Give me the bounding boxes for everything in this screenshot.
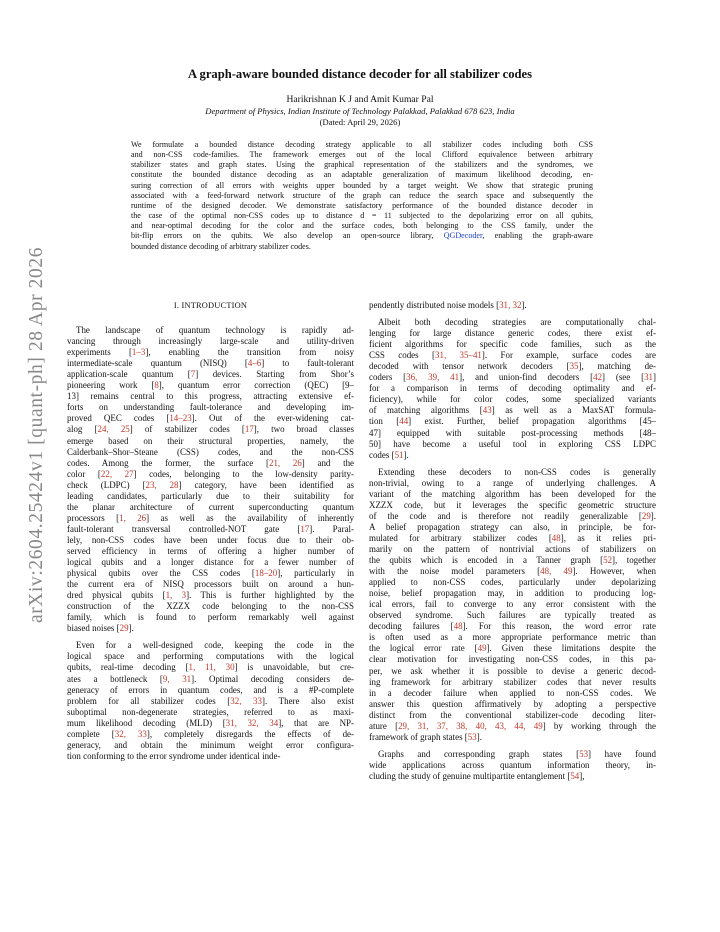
arxiv-identifier-margin	[22, 245, 52, 625]
citation[interactable]: 29	[641, 510, 651, 521]
text-line: for a comparison in terms of decoding optimality and ef-	[369, 383, 656, 394]
text-line: biased noises [29].	[67, 623, 134, 634]
citation[interactable]: 1, 11, 30	[188, 662, 235, 673]
text-line: marily on the pattern of nontrivial actions of stabilizers on	[369, 543, 656, 554]
citation[interactable]: 42	[593, 372, 603, 383]
text-line: coders [36, 39, 41], and union-find decoders [42] (see [31]	[369, 372, 656, 383]
right-column	[369, 300, 656, 782]
text-line: XZZX code, but it leverages the specific geometric structure	[369, 499, 656, 510]
citation[interactable]: 29, 31, 37, 38, 40, 43, 44, 49	[398, 720, 543, 731]
abstract-line: and near-optimal decoding for the color and the surface codes, both belonging to the CSS family, under the	[131, 221, 593, 231]
text-line: served efficiency in terms of offering a higher number of	[67, 545, 354, 556]
citation[interactable]: 53	[579, 748, 589, 759]
citation[interactable]: 31, 32	[499, 300, 522, 310]
citation[interactable]: 48	[551, 532, 561, 543]
paragraph	[369, 300, 656, 311]
citation[interactable]: 31	[644, 372, 654, 383]
text-line: with the noise model parameters [48, 49]. However, when	[369, 566, 656, 577]
text-line: experiments [1–3], enabling the transition from noisy	[67, 347, 354, 358]
citation[interactable]: 14–23	[169, 413, 192, 424]
abstract	[131, 140, 593, 252]
citation[interactable]: 18–20	[254, 568, 278, 579]
text-line: leading candidates, particularly due to their suitability for	[67, 490, 354, 501]
abstract-line: bounded distance decoding of arbitrary stabilizer codes.	[131, 241, 311, 251]
abstract-line: suring correction of all errors with weights upper bounded by a target weight. We show that strategic pruning	[131, 180, 593, 190]
citation[interactable]: 53	[467, 731, 477, 742]
text-line: the planar architecture of current superconducting quantum	[67, 501, 354, 512]
text-line: ing framework for arbitrary stabilizer codes that never results	[369, 676, 656, 687]
arxiv-identifier[interactable]: arXiv:2604.25424v1 [quant-ph] 28 Apr 2026	[26, 246, 47, 624]
citation[interactable]: 35	[569, 361, 579, 372]
text-line: generacy of errors in quantum codes, and is a #P-complete	[67, 684, 354, 695]
text-line: observed syndrome. Such failures are typically treated as	[369, 610, 656, 621]
section-heading-introduction: I. INTRODUCTION	[173, 301, 248, 310]
text-line: distinct from the conventional stabilizer-code decoding liter-	[369, 709, 656, 720]
abstract-line: the case of the optimal non-CSS codes up to distance d = 11 subjected to the depolarizing error on all qubits,	[131, 211, 593, 221]
citation[interactable]: 7	[190, 369, 196, 380]
citation[interactable]: 32, 33	[230, 695, 262, 706]
text-line: framework of graph states [53].	[369, 731, 482, 742]
abstract-line: stabilizer states and graph states. Using the graphical representation of the stabilizers and the syndromes, we	[131, 160, 593, 170]
text-line: cluding the study of genuine multipartite entanglement [54],	[369, 770, 585, 781]
text-line: wide applications across quantum information theory, in-	[369, 759, 656, 770]
library-link[interactable]: QGDecoder	[443, 231, 483, 241]
paragraph	[67, 640, 354, 762]
citation[interactable]: 1, 3	[165, 590, 187, 601]
text-line: ature [29, 31, 37, 38, 40, 43, 44, 49] by working through the	[369, 720, 656, 731]
citation[interactable]: 48	[453, 621, 463, 632]
citation[interactable]: 29	[119, 623, 129, 634]
text-line: per, we ask whether it is possible to devise a generic decod-	[369, 665, 656, 676]
text-line: A belief propagation strategy can also, in principle, be for-	[369, 521, 656, 532]
affiliation: Department of Physics, Indian Institute of Technology Palakkad, Palakkad 678 623, India	[205, 106, 515, 116]
text-line: tion conforming to the error syndrome under identical inde-	[67, 750, 281, 761]
text-line: complete [32, 33], completely disregards the effects of de-	[67, 728, 354, 739]
text-line: in a decoder failure when applied to non-CSS codes. We	[369, 687, 656, 698]
date-line: (Dated: April 29, 2026)	[319, 117, 401, 127]
citation[interactable]: 9, 31	[162, 673, 192, 684]
paragraph	[369, 317, 656, 461]
text-line: alog [24, 25] of stabilizer codes [17], two broad classes	[67, 424, 354, 435]
abstract-line: associated with a feed-forward network structure of the graph can reduce the search space and subsequently the	[131, 190, 593, 200]
abstract-line: runtime of the designed decoder. We demonstrate satisfactory performance of the bounded distance decoder in	[131, 200, 593, 210]
citation[interactable]: 24, 25	[97, 424, 130, 435]
text-line: decoded with tensor network decoders [35], matching de-	[369, 361, 656, 372]
text-line: pendently distributed noise models [31, 32].	[369, 300, 527, 310]
text-line: ical errors, fail to converge to any error consistent with the	[369, 599, 656, 610]
text-line: forts on understanding fault-tolerance and developing im-	[67, 402, 354, 413]
text-line: lenging for large distance generic codes, there exist ef-	[369, 328, 656, 339]
citation[interactable]: 44	[399, 416, 409, 427]
citation[interactable]: 48, 49	[540, 566, 573, 577]
text-line: answer this question affirmatively by adopting a perspective	[369, 698, 656, 709]
citation[interactable]: 23, 28	[145, 479, 179, 490]
text-line: pioneering work [8], quantum error correction (QEC) [9–	[67, 380, 354, 391]
text-line: 47] equipped with suitable post-processing methods [48–	[369, 427, 656, 438]
citation[interactable]: 1, 26	[119, 512, 147, 523]
text-line: 50] have become a useful tool in exploring CSS LDPC	[369, 438, 656, 449]
text-line: vancing through increasingly large-scale and utility-driven	[67, 336, 354, 347]
text-line: the current era of NISQ processors built on around a hun-	[67, 579, 354, 590]
text-line: logical space and performing computations with the logical	[67, 651, 354, 662]
text-line: tion [44] exist. Further, belief propagation algorithms [45–	[369, 416, 656, 427]
text-line: ficiency), while for color codes, some specialized variants	[369, 394, 656, 405]
citation[interactable]: 36, 39, 41	[406, 372, 460, 383]
text-line: color [22, 27] codes, belonging to the low-density parity-	[67, 468, 354, 479]
citation[interactable]: 52	[603, 555, 613, 566]
abstract-line: constitute the bounded distance decoding as an adaptable generalization of maximum likelihood decoding, en-	[131, 170, 593, 180]
text-line: emerge based on their structural properties, namely, the	[67, 435, 354, 446]
citation[interactable]: 22, 27	[100, 468, 134, 479]
citation[interactable]: 1–3	[131, 347, 146, 358]
text-line: non-trivial, owing to a range of underlying challenges. A	[369, 477, 656, 488]
abstract-line: bit-flip errors on the qubits. We also develop an open-source library, QGDecoder, enabling the graph-aware	[131, 231, 593, 241]
text-line: qubits, real-time decoding [1, 11, 30] is unavoidable, but cre-	[67, 662, 354, 673]
paper-title: A graph-aware bounded distance decoder for all stabilizer codes	[188, 67, 532, 81]
paragraph	[369, 749, 656, 782]
citation[interactable]: 49	[477, 643, 487, 654]
left-column	[67, 296, 354, 762]
text-line: Even for a well-designed code, keeping the code in the	[76, 640, 354, 651]
text-line: Extending these decoders to non-CSS codes is generally	[378, 466, 656, 477]
citation[interactable]: 31, 35–41	[435, 350, 482, 361]
citation[interactable]: 54	[570, 770, 580, 781]
text-line: processors [1, 26] as well as the availability of inherently	[67, 512, 354, 523]
text-line: codes. Among the former, the surface [21, 26] and the	[67, 457, 354, 468]
text-line: Calderbank–Shor–Steane (CSS) codes, and the non-CSS	[67, 446, 354, 457]
citation[interactable]: 51	[394, 449, 404, 460]
text-line: physical qubits over the CSS codes [18–20], particularly in	[67, 568, 354, 579]
text-line: family, which is found to perform remarkably well against	[67, 612, 354, 623]
abstract-line: We formulate a bounded distance decoding strategy applicable to all stabilizer codes including both CSS	[131, 140, 593, 149]
text-line: of matching algorithms [43] as well as a MaxSAT formula-	[369, 405, 656, 416]
text-line: check (LDPC) [23, 28] category, have been identified as	[67, 479, 354, 490]
text-line: proved QEC codes [14–23]. Out of the ever-widening cat-	[67, 413, 354, 424]
citation[interactable]: 4–6	[247, 358, 262, 369]
text-line: mum likelihood decoding (MLD) [31, 32, 34], that are NP-	[67, 717, 354, 728]
text-line: clear motivation for investigating non-CSS codes, in this pa-	[369, 654, 656, 665]
text-line: applied to non-CSS codes, particularly under depolarizing	[369, 577, 656, 588]
text-line: codes [51].	[369, 449, 409, 460]
text-line: application-scale quantum [7] devices. Starting from Shor’s	[67, 369, 354, 380]
paragraph	[369, 467, 656, 743]
text-line: the qubits which is encoded in a Tanner graph [52], together	[369, 555, 656, 566]
text-line: intermediate-scale quantum (NISQ) [4–6] to fault-tolerant	[67, 358, 354, 369]
text-line: dred physical qubits [1, 3]. This is further highlighted by the	[67, 590, 354, 601]
text-line: generacy, and obtain the minimum weight error configura-	[67, 739, 354, 750]
text-line: lely, non-CSS codes have been under focus due to their ob-	[67, 534, 354, 545]
abstract-line: and non-CSS code-families. The framework emerges out of the local Clifford equivalence between arbitrary	[131, 150, 593, 160]
text-line: decoding failures [48]. For this reason, the word error rate	[369, 621, 656, 632]
author-list: Harikrishnan K J and Amit Kumar Pal	[286, 94, 434, 105]
text-line: suboptimal non-degenerate strategies, referred to as maxi-	[67, 706, 354, 717]
text-line: 13] remains central to this progress, attracting extensive ef-	[67, 391, 354, 402]
text-line: the logical error rate [49]. Given these limitations despite the	[369, 643, 656, 654]
citation[interactable]: 21, 26	[268, 457, 302, 468]
citation[interactable]: 43	[482, 405, 492, 416]
text-line: The landscape of quantum technology is rapidly ad-	[76, 325, 354, 336]
text-line: fault-tolerant transversal controlled-NOT gate [17]. Paral-	[67, 523, 354, 534]
text-line: Albeit both decoding strategies are computationally chal-	[378, 317, 656, 328]
text-line: ates a bottleneck [9, 31]. Optimal decoding considers de-	[67, 673, 354, 684]
citation[interactable]: 17	[244, 424, 254, 435]
citation[interactable]: 17	[300, 523, 310, 534]
text-line: Graphs and corresponding graph states [53] have found	[378, 748, 656, 759]
text-line: construction of the XZZX code belonging to the non-CSS	[67, 601, 354, 612]
citation[interactable]: 8	[154, 380, 159, 391]
citation[interactable]: 32, 33	[114, 728, 147, 739]
text-line: problem for all stabilizer codes [32, 33]. There also exist	[67, 695, 354, 706]
text-line: noise, belief propagation may, in addition to producing log-	[369, 588, 656, 599]
text-line: CSS codes [31, 35–41]. For example, surface codes are	[369, 350, 656, 361]
citation[interactable]: 31, 32, 34	[225, 717, 279, 728]
paper-header	[100, 66, 620, 128]
text-line: of the code and is therefore not readily generalizable [29].	[369, 510, 656, 521]
text-line: logical qubits and a longer distance for a fewer number of	[67, 557, 354, 568]
text-line: variant of the matching algorithm has been developed for the	[369, 488, 656, 499]
text-line: is often used as a more appropriate performance metric than	[369, 632, 656, 643]
paragraph	[67, 325, 354, 634]
text-line: mulated for arbitrary stabilizer codes [48], as it relies pri-	[369, 532, 656, 543]
text-line: ficient algorithms for specific code families, such as the	[369, 339, 656, 350]
